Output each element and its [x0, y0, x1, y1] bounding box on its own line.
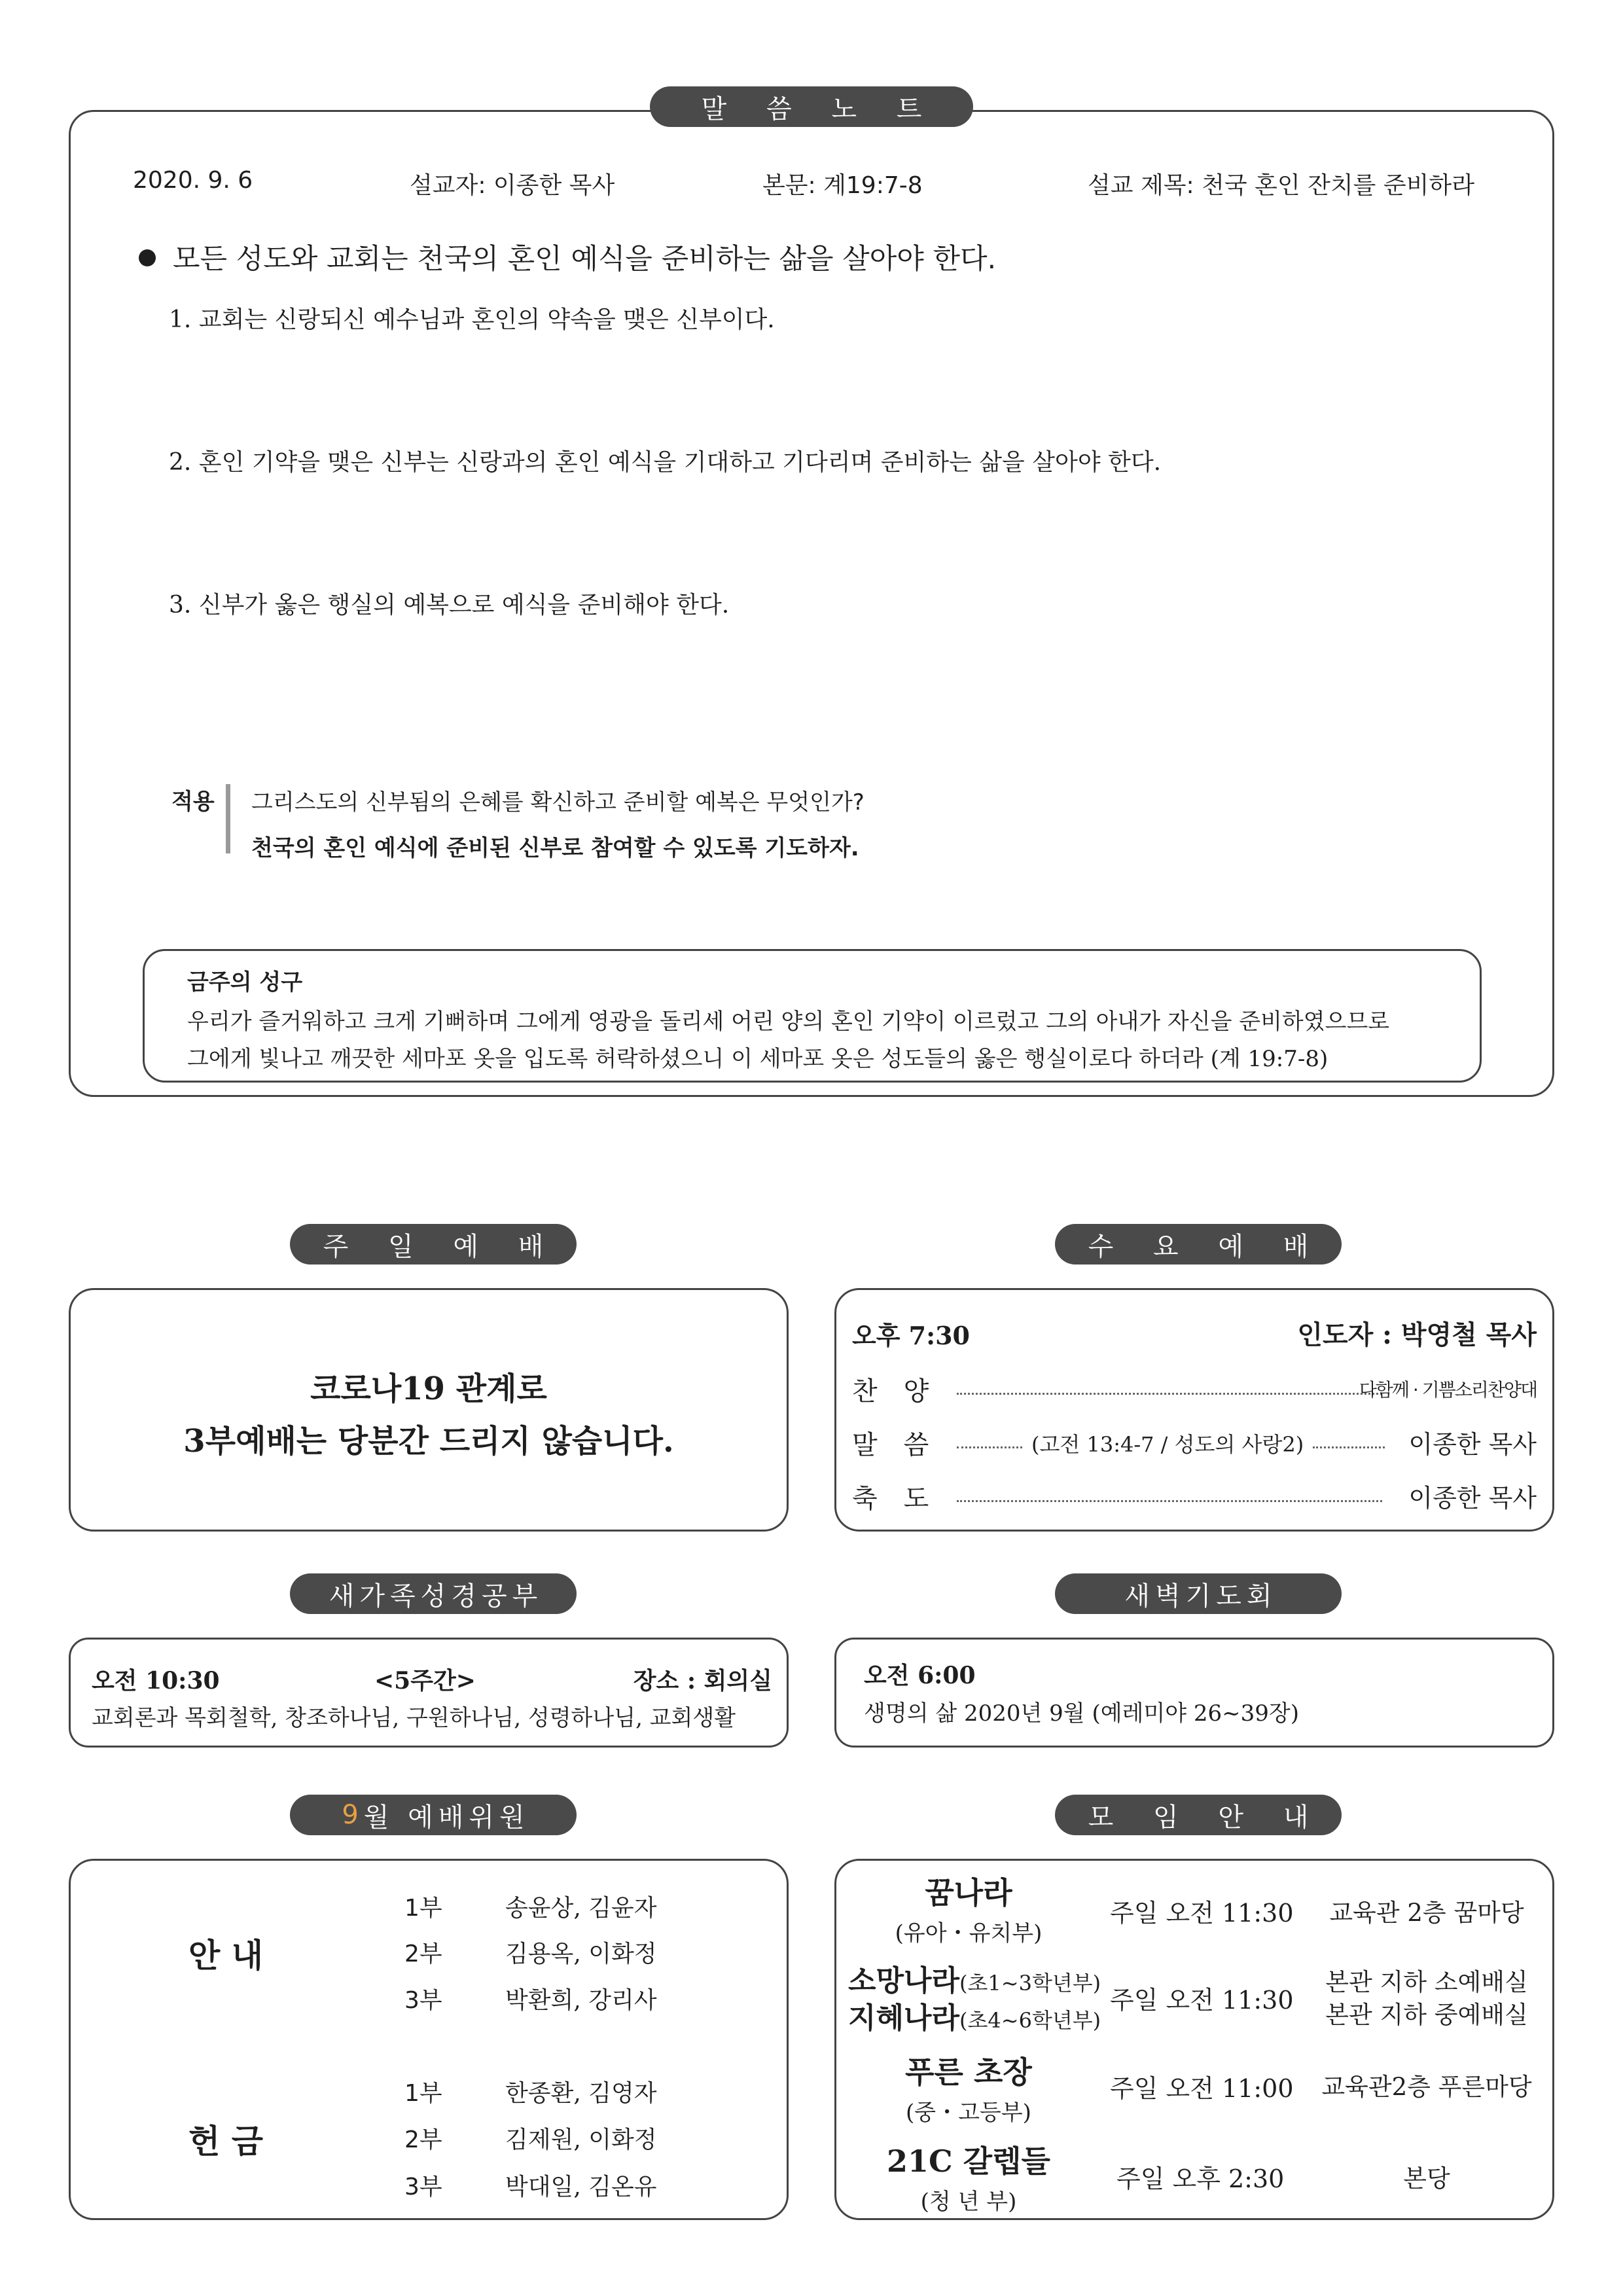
wednesday-row-word-label: 말 씀 — [852, 1430, 929, 1460]
committee-title-month: 9 — [342, 1800, 364, 1830]
wednesday-row-blessing-label: 축 도 — [852, 1484, 929, 1514]
committee-names: 한종환, 김영자 — [505, 2080, 657, 2107]
sermon-title: 설교 제목: 천국 혼인 잔치를 준비하라 — [1088, 172, 1474, 199]
sermon-scripture: 본문: 계19:7-8 — [762, 172, 923, 199]
committee-names: 김용옥, 이화정 — [505, 1941, 657, 1967]
dawn-prayer-desc: 생명의 삶 2020년 9월 (예레미야 26~39장) — [864, 1700, 1300, 1727]
wednesday-time: 오후 7:30 — [852, 1321, 970, 1350]
meeting-place: 교육관 2층 꿈마당 — [1329, 1899, 1524, 1927]
committee-role-offering: 헌 금 — [188, 2122, 264, 2161]
meeting-name: 꿈나라 — [925, 1875, 1012, 1910]
meeting-item — [844, 2138, 1093, 2215]
committee-title — [290, 1795, 577, 1835]
meetings-title: 모 임 안 내 — [1055, 1795, 1342, 1835]
meeting-time: 주일 오전 11:00 — [1110, 2074, 1294, 2103]
meeting-item — [844, 2049, 1093, 2126]
sunday-notice-line-2: 3부예배는 당분간 드리지 않습니다. — [183, 1423, 674, 1460]
meeting-time: 주일 오전 11:30 — [1110, 1899, 1294, 1928]
meeting-sub: (청 년 부) — [920, 2189, 1017, 2215]
leader-dots — [957, 1500, 1382, 1502]
meeting-time: 주일 오전 11:30 — [1110, 1986, 1294, 2015]
apply-line-2: 천국의 혼인 예식에 준비된 신부로 참여할 수 있도록 기도하자. — [251, 835, 859, 861]
committee-part: 2부 — [404, 2126, 442, 2153]
meeting-name: 소망나라 — [848, 1964, 960, 1998]
family-study-topics: 교회론과 목회철학, 창조하나님, 구원하나님, 성령하나님, 교회생활 — [92, 1705, 736, 1731]
leader-dots — [1313, 1446, 1385, 1448]
committee-part: 1부 — [404, 1895, 442, 1922]
meeting-name: 지혜나라 — [848, 2001, 960, 2035]
family-study-duration: <5주간> — [374, 1667, 476, 1695]
leader-dots — [957, 1446, 1022, 1448]
meeting-place: 본당 — [1403, 2164, 1450, 2193]
committee-names: 박대일, 김온유 — [505, 2174, 657, 2200]
leader-dots — [957, 1393, 1382, 1395]
committee-names: 김제원, 이화정 — [505, 2126, 657, 2153]
meeting-item — [848, 1994, 1101, 2036]
wednesday-row-word-passage: (고전 13:4-7 / 성도의 사랑2) — [1031, 1432, 1304, 1457]
dawn-prayer-title: 새벽기도회 — [1055, 1573, 1342, 1614]
committee-part: 1부 — [404, 2080, 442, 2107]
meeting-sub: (중・고등부) — [906, 2100, 1031, 2126]
meeting-sub: (초4~6학년부) — [959, 2008, 1101, 2033]
apply-divider — [226, 784, 230, 853]
sunday-service-title: 주 일 예 배 — [290, 1224, 577, 1265]
wednesday-row-hymn-label: 찬 양 — [852, 1376, 929, 1407]
meeting-place: 본관 지하 소예배실 — [1325, 1968, 1528, 1996]
wednesday-leader: 인도자 : 박영철 목사 — [1297, 1319, 1537, 1350]
weekly-verse-line-2: 그에게 빛나고 깨끗한 세마포 옷을 입도록 허락하셨으니 이 세마포 옷은 성도들의 옳은 행실이로다 하더라 (계 19:7-8) — [187, 1046, 1329, 1072]
sermon-point-3: 3. 신부가 옳은 행실의 예복으로 예식을 준비해야 한다. — [169, 592, 730, 619]
meeting-item — [844, 1869, 1093, 1947]
bullet-icon — [139, 249, 156, 266]
wednesday-row-hymn-value: 다함께 · 기쁨소리찬양대 — [1359, 1379, 1537, 1401]
weekly-verse-line-1: 우리가 즐거워하고 크게 기뻐하며 그에게 영광을 돌리세 어린 양의 혼인 기약이 이르렀고 그의 아내가 자신을 준비하였으므로 — [187, 1009, 1390, 1035]
meeting-place: 본관 지하 중예배실 — [1325, 2001, 1528, 2029]
sermon-point-1: 1. 교회는 신랑되신 예수님과 혼인의 약속을 맺은 신부이다. — [169, 306, 775, 333]
sermon-point-2: 2. 혼인 기약을 맺은 신부는 신랑과의 혼인 예식을 기대하고 기다리며 준비하는 삶을 살아야 한다. — [169, 449, 1162, 476]
sermon-note-title: 말 씀 노 트 — [650, 86, 973, 127]
meeting-name: 푸른 초장 — [905, 2054, 1032, 2090]
dawn-prayer-box — [834, 1638, 1554, 1748]
committee-part: 2부 — [404, 1941, 442, 1967]
sunday-notice-line-1: 코로나19 관계로 — [310, 1371, 547, 1407]
wednesday-row-blessing-value: 이종한 목사 — [1408, 1484, 1537, 1513]
apply-label: 적용 — [171, 789, 215, 815]
sermon-main-point — [139, 237, 996, 277]
committee-title-text: 월 예배위원 — [363, 1802, 530, 1833]
wednesday-row-word-value: 이종한 목사 — [1408, 1430, 1537, 1459]
committee-part: 3부 — [404, 1987, 442, 2014]
family-study-place: 장소 : 회의실 — [633, 1667, 772, 1695]
sunday-service-box — [69, 1288, 789, 1532]
main-point-text: 모든 성도와 교회는 천국의 혼인 예식을 준비하는 삶을 살아야 한다. — [173, 243, 997, 276]
apply-line-1: 그리스도의 신부됨의 은혜를 확신하고 준비할 예복은 무엇인가? — [251, 789, 865, 816]
sermon-preacher: 설교자: 이종한 목사 — [410, 172, 615, 199]
meeting-sub: (유아・유치부) — [895, 1920, 1043, 1946]
meeting-item — [848, 1957, 1101, 1999]
meeting-name: 21C 갈렙들 — [887, 2144, 1050, 2179]
family-study-time: 오전 10:30 — [92, 1667, 220, 1695]
wednesday-service-title: 수 요 예 배 — [1055, 1224, 1342, 1265]
committee-role-usher: 안 내 — [188, 1936, 264, 1975]
meeting-place: 교육관2층 푸른마당 — [1321, 2073, 1532, 2101]
committee-part: 3부 — [404, 2174, 442, 2200]
dawn-prayer-time: 오전 6:00 — [864, 1662, 976, 1689]
meeting-sub: (초1~3학년부) — [959, 1971, 1101, 1996]
committee-names: 박환희, 강리사 — [505, 1987, 657, 2014]
committee-names: 송윤상, 김윤자 — [505, 1895, 657, 1922]
family-study-title: 새가족성경공부 — [290, 1573, 577, 1614]
sermon-date: 2020. 9. 6 — [133, 167, 253, 194]
weekly-verse-title: 금주의 성구 — [187, 969, 303, 996]
meeting-time: 주일 오후 2:30 — [1116, 2164, 1285, 2193]
